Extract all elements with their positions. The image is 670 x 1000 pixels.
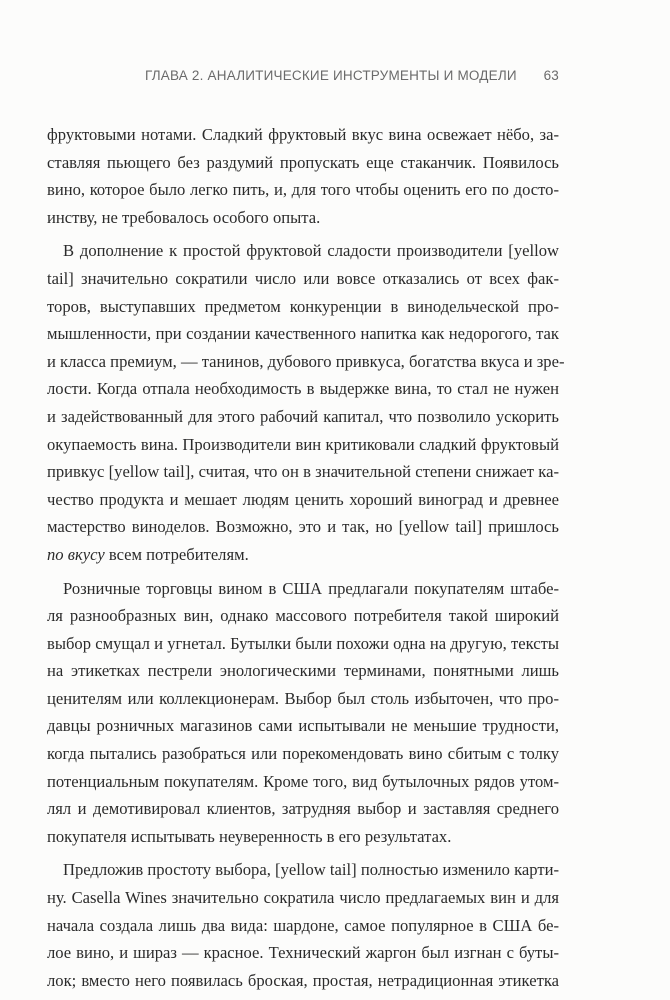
text-line: tail] значительно сократили число или вовсе отказались от всех фак-	[47, 268, 559, 288]
text-line	[47, 541, 559, 569]
text-line: на этикетках пестрели энологическими терминами, понятными лишь	[47, 661, 559, 681]
text-line: выбор смущал и угнетал. Бутылки были похожи одна на другую, тексты	[47, 633, 559, 653]
text-line: инству, не требовалось особого опыта.	[47, 207, 321, 227]
paragraph-4	[47, 856, 559, 994]
text-line: потенциальным покупателям. Кроме того, вид бутылочных рядов утом-	[47, 771, 559, 791]
text-line: давцы розничных магазинов сами испытывали не меньшие трудности,	[47, 716, 559, 736]
text-line: ставляя пьющего без раздумий пропускать еще стаканчик. Появилось	[47, 152, 559, 172]
chapter-title: ГЛАВА 2. АНАЛИТИЧЕСКИЕ ИНСТРУМЕНТЫ И МОДЕЛИ	[145, 68, 517, 83]
text-line: торов, выступавших предметом конкуренции в винодельческой про-	[47, 296, 559, 316]
text-line: лое вино, и шираз — красное. Технический жаргон был изгнан с буты-	[47, 943, 559, 963]
text-line: начала создала лишь два вида: шардоне, самое популярное в США бе-	[47, 915, 559, 935]
text-line: и класса премиум, — танинов, дубового привкуса, богатства вкуса и зре-	[47, 351, 565, 371]
text-line: и задействованный для этого рабочий капитал, что позволило ускорить	[47, 406, 559, 426]
text-line: лял и демотивировал клиентов, затрудняя выбор и заставляя среднего	[47, 799, 559, 819]
text-line: чество продукта и мешает людям ценить хороший виноград и древнее	[47, 489, 559, 509]
text-line: лок; вместо него появилась броская, простая, нетрадиционная этикетка	[47, 970, 559, 990]
text-line: ля разнообразных вин, однако массового потребителя такой широкий	[47, 606, 559, 626]
text-line: В дополнение к простой фруктовой сладости производители [yellow	[63, 241, 559, 261]
text-line: лости. Когда отпала необходимость в выдержке вина, то стал не нужен	[47, 379, 559, 399]
text-line: мышленности, при создании качественного напитка как недорогого, так	[47, 324, 559, 344]
text-line: фруктовыми нотами. Сладкий фруктовый вкус вина освежает нёбо, за-	[47, 125, 559, 144]
page-number: 63	[543, 68, 559, 83]
text-line: Предложив простоту выбора, [yellow tail] полностью изменило карти-	[63, 860, 559, 880]
text-line: ну. Casella Wines значительно сократила число предлагаемых вин и для	[47, 888, 559, 908]
text-line: вино, которое было легко пить, и, для того чтобы оценить его по досто-	[47, 180, 559, 200]
paragraph-2	[47, 237, 565, 568]
text-line: окупаемость вина. Производители вин критиковали сладкий фруктовый	[47, 434, 559, 454]
text-line: покупателя испытывать неуверенность в его результатах.	[47, 826, 452, 846]
text-line: мастерство виноделов. Возможно, это и так, но [yellow tail] пришлось	[47, 517, 559, 537]
text-line: когда пытались разобраться или порекомендовать вино сбитым с толку	[47, 744, 559, 764]
emphasis-text: по вкусу	[47, 544, 105, 564]
paragraph-1	[47, 121, 559, 231]
text-line: Розничные торговцы вином в США предлагали покупателям штабе-	[63, 578, 559, 598]
paragraph-3	[47, 575, 559, 851]
running-head	[145, 68, 559, 88]
text-line: привкус [yellow tail], считая, что он в значительной степени снижает ка-	[47, 462, 559, 482]
body-text	[47, 121, 565, 994]
text-run: всем потребителям.	[104, 544, 249, 564]
text-line: ценителям или коллекционерам. Выбор был столь избыточен, что про-	[47, 688, 559, 708]
